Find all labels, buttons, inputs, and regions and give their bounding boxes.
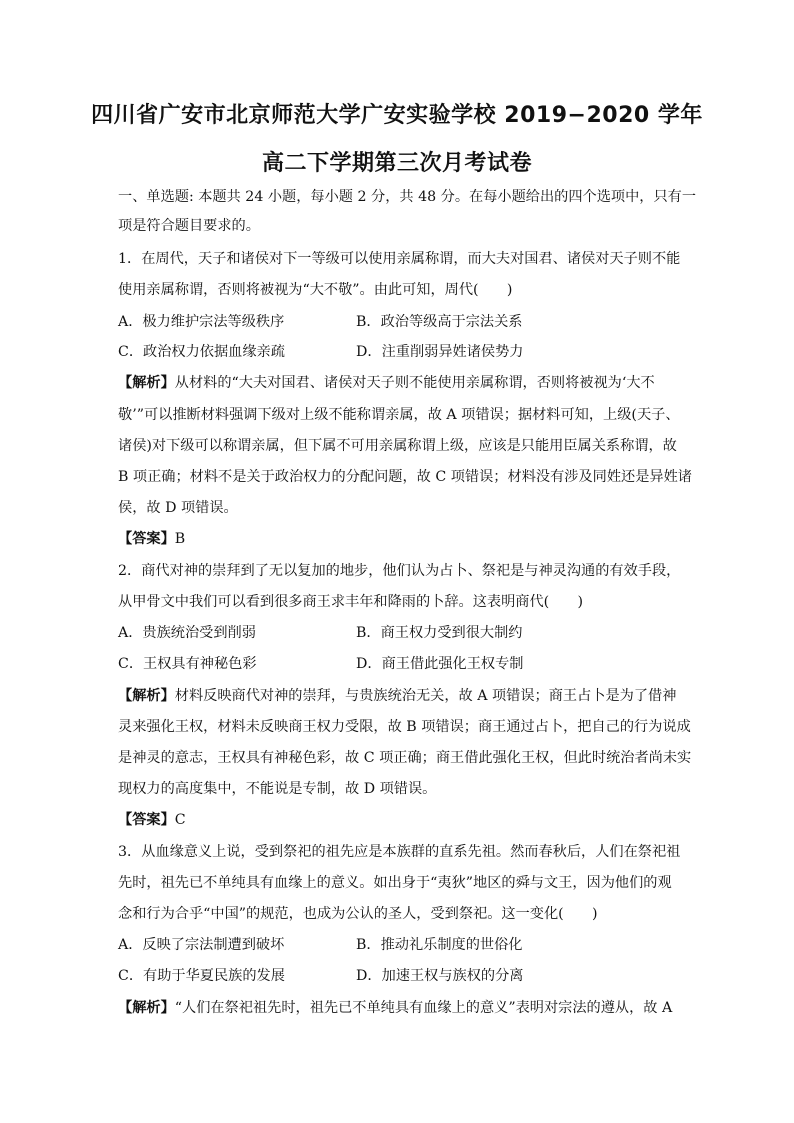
q1-option-c: C．政治权力依据血缘亲疏: [118, 344, 285, 360]
section-instructions-line-2: 项是符合题目要求的。: [118, 218, 260, 234]
q1-analysis-line-3: 诸侯)对下级可以称谓亲属，但下属不可用亲属称谓上级，应该是只能用臣属关系称谓，故: [118, 438, 677, 454]
q1-analysis-line-2: 敬’”可以推断材料强调下级对上级不能称谓亲属，故 A 项错误；据材料可知，上级(天子、: [118, 407, 680, 423]
q2-stem-line-2: 从甲骨文中我们可以看到很多商王求丰年和降雨的卜辞。这表明商代( ): [118, 594, 584, 610]
q3-option-b: B．推动礼乐制度的世俗化: [356, 937, 523, 953]
q2-option-d: D．商王借此强化王权专制: [356, 656, 524, 672]
q2-analysis-line-1: [118, 687, 676, 705]
q3-option-a: A．反映了宗法制遭到破坏: [118, 937, 285, 953]
analysis-label: 【解析】: [118, 688, 175, 704]
q3-option-d: D．加速王权与族权的分离: [356, 968, 524, 984]
q1-answer: [118, 530, 185, 548]
analysis-label: 【解析】: [118, 375, 175, 391]
q3-option-c: C．有助于华夏民族的发展: [118, 968, 285, 984]
answer-label: 【答案】: [118, 531, 175, 547]
q1-stem-line-2: 使用亲属称谓，否则将被视为“大不敬”。由此可知，周代( ): [118, 282, 513, 298]
q3-stem-line-2: 先时，祖先已不单纯具有血缘上的意义。如出身于“夷狄”地区的舜与文王，因为他们的观: [118, 875, 672, 891]
q1-stem-line-1: 1．在周代，天子和诸侯对下一等级可以使用亲属称谓，而大夫对国君、诸侯对天子则不能: [118, 251, 681, 267]
q2-answer: [118, 811, 186, 829]
q1-option-a: A．极力维护宗法等级秩序: [118, 314, 285, 330]
q2-analysis-line-4: 现权力的高度集中，不能说是专制，故 D 项错误。: [118, 781, 437, 797]
q2-stem-line-1: 2．商代对神的崇拜到了无以复加的地步，他们认为占卜、祭祀是与神灵沟通的有效手段，: [118, 563, 681, 579]
q3-stem-line-1: 3．从血缘意义上说，受到祭祀的祖先应是本族群的直系先祖。然而春秋后，人们在祭祀祖: [118, 844, 681, 860]
exam-title-line-1: 四川省广安市北京师范大学广安实验学校 2019−2020 学年: [91, 103, 703, 128]
q3-analysis-line-1: [118, 999, 672, 1017]
q2-analysis-line-3: 是神灵的意志，王权具有神秘色彩，故 C 项正确；商王借此强化王权，但此时统治者尚未实: [118, 750, 692, 766]
q3-stem-line-3: 念和行为合乎“中国”的规范，也成为公认的圣人，受到祭祀。这一变化( ): [118, 906, 598, 922]
q2-option-c: C．王权具有神秘色彩: [118, 656, 257, 672]
section-instructions-line-1: 一、单选题: 本题共 24 小题，每小题 2 分，共 48 分。在每小题给出的四个选项中，只有一: [118, 189, 697, 205]
q1-option-d: D．注重削弱异姓诸侯势力: [356, 344, 524, 360]
q1-option-b: B．政治等级高于宗法关系: [356, 314, 523, 330]
q1-answer-value: B: [174, 531, 186, 547]
q2-option-b: B．商王权力受到很大制约: [356, 625, 523, 641]
q1-analysis-line-1: [118, 374, 655, 392]
answer-label: 【答案】: [118, 812, 175, 828]
q2-analysis-text-1: 材料反映商代对神的崇拜，与贵族统治无关，故 A 项错误；商王占卜是为了借神: [174, 688, 677, 704]
q2-answer-value: C: [174, 812, 186, 828]
q1-analysis-line-4: B 项正确；材料不是关于政治权力的分配问题，故 C 项错误；材料没有涉及同姓还是异姓诸: [118, 469, 692, 485]
q1-analysis-line-5: 侯，故 D 项错误。: [118, 500, 238, 516]
q2-option-a: A．贵族统治受到削弱: [118, 625, 256, 641]
q2-analysis-line-2: 灵来强化王权，材料未反映商王权力受限，故 B 项错误；商王通过占卜，把自己的行为说成: [118, 719, 691, 735]
q1-analysis-text-1: 从材料的“大夫对国君、诸侯对天子则不能使用亲属称谓，否则将被视为‘大不: [174, 375, 655, 391]
exam-title-line-2: 高二下学期第三次月考试卷: [261, 151, 532, 176]
q3-analysis-text-1: “人们在祭祀祖先时，祖先已不单纯具有血缘上的意义”表明对宗法的遵从，故 A: [174, 1000, 673, 1016]
analysis-label: 【解析】: [118, 1000, 175, 1016]
